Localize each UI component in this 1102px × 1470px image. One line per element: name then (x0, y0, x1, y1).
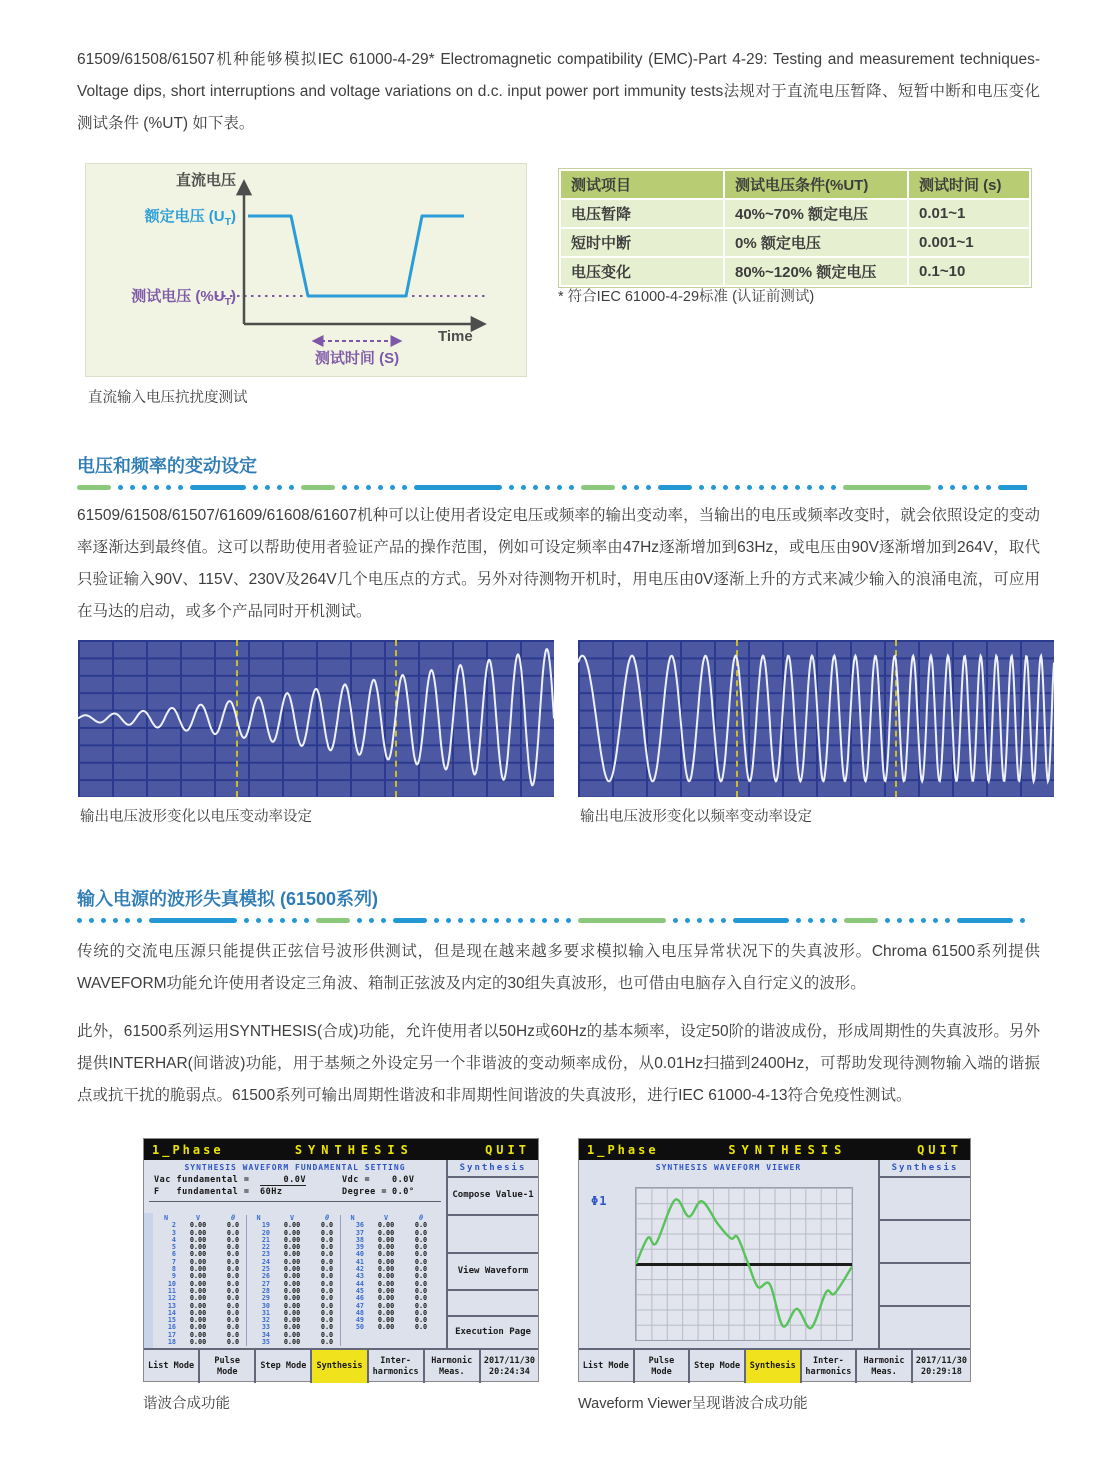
interharmonics-button[interactable]: Inter- harmonics (802, 1350, 858, 1383)
distortion-paragraph-1: 传统的交流电压源只能提供正弦信号波形供测试，但是现在越来越多要求模拟输入电压异常状况下的失真波形。Chroma 61500系列提供WAVEFORM功能允许使用者设定三角波、箱制正弦波及内定的30组失真波形，也可借由电脑存入自行定义的波形。 (77, 943, 1040, 992)
harmonics-row: 16 0.00 0.0 33 0.00 0.0 50 0.00 0.0 (167, 1323, 428, 1332)
harmonics-row: 7 0.00 0.0 24 0.00 0.0 41 0.00 0.0 (171, 1257, 428, 1266)
list-mode-button[interactable]: List Mode (144, 1350, 200, 1383)
voltage-slew-oscillogram (78, 640, 554, 797)
softkey-blank[interactable] (880, 1307, 970, 1348)
test-voltage-label: 测试电压 $(\%U_T)$ (131, 288, 236, 308)
bottom-menu (579, 1350, 970, 1383)
spec-table-cell: 40%~70% 额定电压 (724, 199, 908, 228)
spec-table-cell: 80%~120% 额定电压 (724, 257, 908, 286)
softkey-blank[interactable] (880, 1221, 970, 1264)
softkey-blank[interactable] (448, 1291, 538, 1316)
spec-table-cell: 0% 额定电压 (724, 228, 908, 257)
voltage-dip-trace (248, 216, 464, 296)
quit-button[interactable]: QUIT (485, 1142, 530, 1157)
degree-label: Degree = (342, 1187, 387, 1197)
softkey-blank[interactable] (448, 1216, 538, 1254)
intro-paragraph: 61509/61508/61507机种能够模拟IEC 61000-4-29* Electromagnetic compatibility (EMC)-Part 4-29: Testing and measurement techniques-Voltage dips, short interruptions and voltage variations on d.c. input power port immunity tests法规对于直流电压暂降、短暂中断和电压变化测试条件 (%UT) 如下表。 (77, 51, 1040, 132)
screen-subtitle: SYNTHESIS WAVEFORM FUNDAMENTAL SETTING (184, 1163, 406, 1172)
spec-col-condition: 测试电压条件(%UT) (724, 170, 908, 199)
synthesis-button[interactable]: Synthesis (312, 1350, 368, 1383)
diagram-caption: 直流输入电压抗扰度测试 (88, 390, 248, 406)
vac-setting-row (144, 1175, 446, 1187)
section-divider (77, 484, 1027, 490)
step-mode-button[interactable]: Step Mode (690, 1350, 746, 1383)
spec-table-header-row (560, 170, 1030, 199)
step-mode-button[interactable]: Step Mode (256, 1350, 312, 1383)
harmonics-row: 14 0.00 0.0 31 0.00 0.0 48 0.00 0.0 (167, 1308, 428, 1317)
spec-col-item: 测试项目 (560, 170, 724, 199)
harmonics-row: 5 0.00 0.0 22 0.00 0.0 39 0.00 0.0 (171, 1243, 428, 1252)
harmonics-row: 17 0.00 0.0 34 0.00 0.0 (156, 1332, 443, 1339)
sidebar-header: Synthesis (880, 1160, 970, 1178)
spec-table-wrap (558, 168, 1032, 288)
phase-mode-label: 1_Phase (587, 1142, 659, 1157)
distortion-paragraph-2: 此外，61500系列运用SYNTHESIS(合成)功能，允许使用者以50Hz或60Hz的基本频率，设定50阶的谐波成份，形成周期性的失真波形。另外提供INTERHAR(间谐波)功能，用于基频之外设定另一个非谐波的变动频率成份，从0.01Hz扫描到2400Hz，可帮助发现待测物输入端的谐振点或抗干扰的脆弱点。61500系列可输出周期性谐波和非周期性间谐波的失真波形，进行IEC 61000-4-13符合免疫性测试。 (77, 1023, 1040, 1104)
section-title-variation: 电压和频率的变动设定 (77, 456, 257, 476)
screen-titlebar (144, 1139, 538, 1160)
view-waveform-button[interactable]: View Waveform (448, 1254, 538, 1292)
synthesis-button[interactable]: Synthesis (746, 1350, 802, 1383)
f-label: F fundamental = (154, 1187, 250, 1197)
spec-table-cell: 电压暂降 (560, 199, 724, 228)
f-value-field[interactable]: 60Hz (260, 1187, 283, 1197)
datetime-display: 2017/11/30 20:24:34 (483, 1356, 536, 1377)
harmonics-row: 9 0.00 0.0 26 0.00 0.0 43 0.00 0.0 (171, 1272, 428, 1281)
diagram-y-label: 直流电压 (175, 172, 236, 189)
spec-table-cell: 0.01~1 (908, 199, 1030, 228)
instrument-screen-synthesis-setting (143, 1138, 539, 1382)
spec-table-cell: 电压变化 (560, 257, 724, 286)
rated-voltage-label: 额定电压 $(U_T)$ (144, 208, 236, 228)
spec-footnote: * 符合IEC 61000-4-29标准 (认证前测试) (558, 289, 815, 305)
dc-immunity-diagram (85, 163, 527, 377)
section-title-distortion: 输入电源的波形失真模拟 (61500系列) (77, 889, 379, 909)
datetime-display: 2017/11/30 20:29:18 (915, 1356, 968, 1377)
spec-col-time: 测试时间 (s) (908, 170, 1030, 199)
instrument-screen-waveform-viewer (578, 1138, 971, 1382)
execution-page-button[interactable]: Execution Page (455, 1326, 531, 1337)
softkey-blank[interactable] (880, 1178, 970, 1221)
screen-right-caption: Waveform Viewer呈现谐波合成功能 (578, 1396, 808, 1412)
degree-value-field[interactable]: 0.0° (392, 1187, 415, 1197)
spec-table-cell: 短时中断 (560, 228, 724, 257)
synthesis-setting-main (144, 1160, 448, 1348)
interharmonics-button[interactable]: Inter- harmonics (369, 1350, 425, 1383)
harmonics-table: N V θ N V θ N V θ 2 0.00 0.0 19 0.00 0.0 36 0.00 0.0 3 0.00 0.0 20 0.00 0.0 37 0.00 0.0 4 0.00 0.0 21 0.00 0.0 38 0.00 0.0 5 0.00 0.0 22 0.00 0.0 39 0.00 0.0 6 0.00 0.0 23 0.00 0.0 40 0.00 0.0 7 0.00 0.0 24 0.00 0.0 41 0.00 0.0 8 0.00 0.0 25 0.00 0.0 42 0.00 0.0 9 0.00 0.0 26 0.00 0.0 43 0.00 0.0 10 0.00 0.0 27 0.00 0.0 44 0.00 0.0 11 0.00 0.0 28 0.00 0.0 45 0.00 0.0 12 0.00 0.0 29 0.00 0.0 46 0.00 0.0 13 0.00 0.0 30 0.00 0.0 47 0.00 0.0 14 0.00 0.0 31 0.00 0.0 48 0.00 0.0 15 0.00 0.0 32 0.00 0.0 49 0.00 0.0 16 0.00 0.0 33 0.00 0.0 50 0.00 0.0 17 0.00 0.0 34 0.00 0.0 18 0.00 0.0 35 0.00 0.0 (156, 1215, 443, 1346)
harmonics-row: 13 0.00 0.0 30 0.00 0.0 47 0.00 0.0 (167, 1301, 428, 1310)
spec-table-row (560, 228, 1030, 257)
section-divider (77, 917, 1027, 923)
vac-value-field[interactable]: 0.0V (260, 1175, 306, 1186)
frequency-slew-oscillogram (578, 640, 1054, 797)
variation-paragraph: 61509/61508/61507/61609/61608/61607机种可以让使用者设定电压或频率的输出变动率，当输出的电压或频率改变时，就会依照设定的变动率逐渐达到最终值。这可以帮助使用者验证产品的操作范围，例如可设定频率由47Hz逐渐增加到63Hz，或电压由90V逐渐增加到264V，取代只验证输入90V、115V、230V及264V几个电压点的方式。另外对待测物开机时，用电压由0V逐渐上升的方式来减少输入的浪涌电流，可应用在马达的启动，或多个产品同时开机测试。 (77, 507, 1040, 620)
harmonics-row: 10 0.00 0.0 27 0.00 0.0 44 0.00 0.0 (167, 1279, 428, 1288)
softkey-sidebar (448, 1160, 538, 1348)
harmonics-row: 2 0.00 0.0 19 0.00 0.0 36 0.00 0.0 (171, 1221, 428, 1230)
phase-mode-label: 1_Phase (152, 1142, 224, 1157)
spec-table (559, 169, 1031, 287)
harmonics-row: 11 0.00 0.0 28 0.00 0.0 45 0.00 0.0 (167, 1286, 428, 1295)
harmonics-row: 6 0.00 0.0 23 0.00 0.0 40 0.00 0.0 (171, 1250, 428, 1259)
waveform-viewer-grid (635, 1187, 853, 1341)
list-mode-button[interactable]: List Mode (579, 1350, 635, 1383)
compose-value-button[interactable]: Compose Value-1 (448, 1178, 538, 1216)
vdc-value-field[interactable]: 0.0V (392, 1175, 415, 1185)
harmonics-row: 4 0.00 0.0 21 0.00 0.0 38 0.00 0.0 (171, 1235, 428, 1244)
spec-table-row (560, 199, 1030, 228)
softkey-sidebar (880, 1160, 970, 1348)
waveform-viewer-main (579, 1160, 880, 1348)
harmonics-row: 15 0.00 0.0 32 0.00 0.0 49 0.00 0.0 (167, 1316, 428, 1325)
spec-table-cell: 0.001~1 (908, 228, 1030, 257)
frequency-slew-waveform (578, 640, 1054, 797)
screen-left-caption: 谐波合成功能 (143, 1396, 230, 1412)
synthesized-waveform (636, 1188, 852, 1340)
screen-title: SYNTHESIS (728, 1142, 848, 1157)
screen-titlebar (579, 1139, 970, 1160)
harmonic-meas-button[interactable]: Harmonic Meas. (857, 1350, 913, 1383)
separator-rule (149, 1201, 441, 1202)
scope-left-caption: 输出电压波形变化以电压变动率设定 (80, 809, 312, 825)
diagram-x-label: Time (438, 328, 473, 345)
sidebar-header: Synthesis (448, 1160, 538, 1178)
phase1-label: Φ1 (591, 1194, 608, 1208)
softkey-blank[interactable] (880, 1264, 970, 1307)
harmonics-row: 12 0.00 0.0 29 0.00 0.0 46 0.00 0.0 (167, 1294, 428, 1303)
vac-label: Vac fundamental = (154, 1175, 250, 1185)
harmonics-row: 3 0.00 0.0 20 0.00 0.0 37 0.00 0.0 (171, 1228, 428, 1237)
screen-subtitle: SYNTHESIS WAVEFORM VIEWER (655, 1163, 802, 1172)
pulse-mode-button[interactable]: Pulse Mode (635, 1350, 691, 1383)
harmonics-row: 8 0.00 0.0 25 0.00 0.0 42 0.00 0.0 (171, 1265, 428, 1274)
quit-button[interactable]: QUIT (917, 1142, 962, 1157)
harmonics-row: 18 0.00 0.0 35 0.00 0.0 (156, 1339, 443, 1346)
scope-right-caption: 输出电压波形变化以频率变动率设定 (580, 809, 812, 825)
voltage-slew-waveform (78, 640, 554, 797)
table-left-stripe (144, 1213, 153, 1348)
vdc-label: Vdc = (342, 1175, 371, 1185)
bottom-menu (144, 1350, 538, 1383)
pulse-mode-button[interactable]: Pulse Mode (200, 1350, 256, 1383)
spec-table-cell: 0.1~10 (908, 257, 1030, 286)
screen-title: SYNTHESIS (294, 1142, 414, 1157)
spec-table-row (560, 257, 1030, 286)
harmonic-meas-button[interactable]: Harmonic Meas. (425, 1350, 481, 1383)
test-duration-label: 测试时间 (S) (314, 350, 400, 367)
freq-setting-row (144, 1187, 446, 1199)
